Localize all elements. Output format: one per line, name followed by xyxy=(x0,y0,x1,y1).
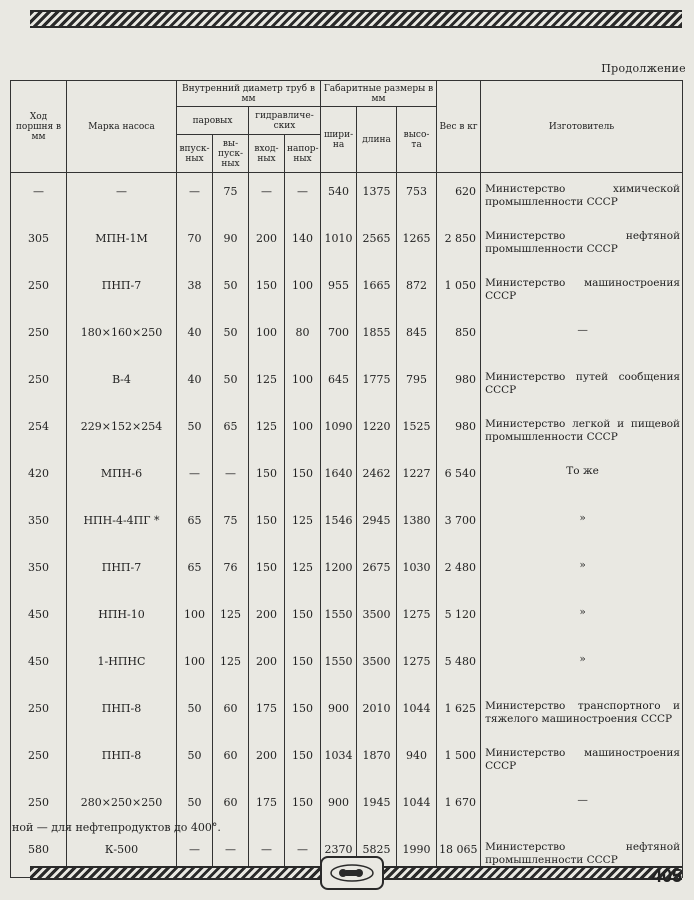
cell-weight: 5 480 xyxy=(437,643,481,690)
cell-length: 2565 xyxy=(357,220,397,267)
cell-width: 1200 xyxy=(321,549,357,596)
cell-weight: 980 xyxy=(437,361,481,408)
cell-weight: 1 050 xyxy=(437,267,481,314)
cell-steam-out: 76 xyxy=(213,549,249,596)
table-row xyxy=(11,173,683,220)
cell-brand: 229×152×254 xyxy=(67,408,177,455)
cell-steam-out: — xyxy=(213,455,249,502)
cell-stroke: 250 xyxy=(11,690,67,737)
table-row xyxy=(11,737,683,784)
cell-steam-out: 75 xyxy=(213,502,249,549)
cell-steam-in: 50 xyxy=(177,408,213,455)
cell-stroke: 350 xyxy=(11,549,67,596)
cell-hyd-in: 150 xyxy=(249,502,285,549)
cell-width: 1034 xyxy=(321,737,357,784)
cell-weight: 5 120 xyxy=(437,596,481,643)
cell-height: 1275 xyxy=(397,596,437,643)
cell-steam-in: — xyxy=(177,831,213,878)
cell-brand: МПН-6 xyxy=(67,455,177,502)
page-number: 405 xyxy=(651,866,682,886)
cell-brand: ПНП-8 xyxy=(67,690,177,737)
cell-steam-out: 65 xyxy=(213,408,249,455)
cell-steam-out: 60 xyxy=(213,737,249,784)
cell-weight: 18 065 xyxy=(437,831,481,878)
table-row xyxy=(11,690,683,737)
cell-steam-out: 75 xyxy=(213,173,249,220)
header-inner-diameter: Внутренний диаметр труб в мм xyxy=(177,81,321,107)
cell-stroke: 250 xyxy=(11,784,67,831)
cell-width: 955 xyxy=(321,267,357,314)
cell-length: 2945 xyxy=(357,502,397,549)
cell-height: 795 xyxy=(397,361,437,408)
cell-height: 940 xyxy=(397,737,437,784)
cell-length: 3500 xyxy=(357,643,397,690)
cell-brand: В-4 xyxy=(67,361,177,408)
cell-length: 1220 xyxy=(357,408,397,455)
cell-width: 1090 xyxy=(321,408,357,455)
header-length: длина xyxy=(357,107,397,173)
table-row xyxy=(11,408,683,455)
cell-stroke: — xyxy=(11,173,67,220)
cell-steam-out: 50 xyxy=(213,361,249,408)
cell-maker: — xyxy=(481,314,683,361)
cell-stroke: 250 xyxy=(11,314,67,361)
cell-width: 700 xyxy=(321,314,357,361)
cell-hyd-in: — xyxy=(249,173,285,220)
cell-steam-out: 50 xyxy=(213,267,249,314)
header-stroke: Ход поршня в мм xyxy=(11,81,67,173)
cell-hyd-in: 125 xyxy=(249,408,285,455)
cell-width: 1550 xyxy=(321,596,357,643)
cell-steam-out: — xyxy=(213,831,249,878)
cell-steam-in: 100 xyxy=(177,643,213,690)
cell-hyd-in: 125 xyxy=(249,361,285,408)
continuation-label: Продолжение xyxy=(601,62,686,75)
cell-steam-in: 50 xyxy=(177,690,213,737)
cell-steam-in: 38 xyxy=(177,267,213,314)
cell-hyd-out: 150 xyxy=(285,643,321,690)
table-row xyxy=(11,455,683,502)
cell-steam-out: 50 xyxy=(213,314,249,361)
cell-brand: ПНП-8 xyxy=(67,737,177,784)
cell-stroke: 350 xyxy=(11,502,67,549)
cell-weight: 1 500 xyxy=(437,737,481,784)
cell-length: 1665 xyxy=(357,267,397,314)
header-width: шири-на xyxy=(321,107,357,173)
cell-hyd-in: 150 xyxy=(249,455,285,502)
cell-length: 1375 xyxy=(357,173,397,220)
cell-brand: НПН-4-4ПГ * xyxy=(67,502,177,549)
cell-brand: 280×250×250 xyxy=(67,784,177,831)
cell-stroke: 250 xyxy=(11,361,67,408)
cell-hyd-out: 125 xyxy=(285,502,321,549)
header-steam-out: вы-пуск-ных xyxy=(213,135,249,173)
cell-hyd-in: — xyxy=(249,831,285,878)
cell-width: 900 xyxy=(321,784,357,831)
cell-maker: Министерство нефтяной промышленности СССР xyxy=(481,220,683,267)
cell-maker: Министерство путей сообщения СССР xyxy=(481,361,683,408)
footnote: ной — для нефтепродуктов до 400°. xyxy=(12,821,221,834)
cell-width: 1010 xyxy=(321,220,357,267)
header-steam-in: впуск-ных xyxy=(177,135,213,173)
cell-stroke: 420 xyxy=(11,455,67,502)
cell-brand: 1-НПНС xyxy=(67,643,177,690)
header-hyd-out: напор-ных xyxy=(285,135,321,173)
table-row xyxy=(11,643,683,690)
pump-table xyxy=(10,80,683,878)
cell-hyd-out: — xyxy=(285,831,321,878)
cell-weight: 620 xyxy=(437,173,481,220)
cell-hyd-in: 150 xyxy=(249,549,285,596)
table-row xyxy=(11,596,683,643)
cell-hyd-in: 200 xyxy=(249,737,285,784)
cell-hyd-out: 125 xyxy=(285,549,321,596)
cell-brand: НПН-10 xyxy=(67,596,177,643)
cell-width: 900 xyxy=(321,690,357,737)
cell-hyd-out: 100 xyxy=(285,408,321,455)
cell-steam-in: — xyxy=(177,455,213,502)
cell-hyd-out: 80 xyxy=(285,314,321,361)
cell-maker: Министерство машиностроения СССР xyxy=(481,267,683,314)
cell-steam-in: 40 xyxy=(177,361,213,408)
cell-length: 3500 xyxy=(357,596,397,643)
table-row xyxy=(11,267,683,314)
cell-steam-in: 65 xyxy=(177,502,213,549)
cell-hyd-out: 150 xyxy=(285,737,321,784)
cell-hyd-out: 150 xyxy=(285,690,321,737)
cell-hyd-in: 175 xyxy=(249,784,285,831)
cell-weight: 6 540 xyxy=(437,455,481,502)
table-row xyxy=(11,220,683,267)
cell-hyd-in: 200 xyxy=(249,220,285,267)
header-brand: Марка насоса xyxy=(67,81,177,173)
header-steam: паровых xyxy=(177,107,249,135)
cell-weight: 1 670 xyxy=(437,784,481,831)
cell-brand: К-500 xyxy=(67,831,177,878)
cell-steam-out: 125 xyxy=(213,596,249,643)
cell-hyd-out: 150 xyxy=(285,455,321,502)
header-weight: Вес в кг xyxy=(437,81,481,173)
cell-steam-in: 70 xyxy=(177,220,213,267)
cell-maker: » xyxy=(481,502,683,549)
cell-brand: ПНП-7 xyxy=(67,267,177,314)
cell-height: 753 xyxy=(397,173,437,220)
cell-steam-out: 60 xyxy=(213,784,249,831)
cell-stroke: 254 xyxy=(11,408,67,455)
cell-stroke: 450 xyxy=(11,596,67,643)
cell-maker: — xyxy=(481,784,683,831)
cell-steam-in: 50 xyxy=(177,737,213,784)
cell-height: 1030 xyxy=(397,549,437,596)
cell-stroke: 450 xyxy=(11,643,67,690)
header-height: высо-та xyxy=(397,107,437,173)
cell-maker: Министерство химической промышленности СССР xyxy=(481,173,683,220)
cell-steam-out: 60 xyxy=(213,690,249,737)
cell-width: 2370 xyxy=(321,831,357,878)
cell-hyd-out: 100 xyxy=(285,267,321,314)
cell-height: 1227 xyxy=(397,455,437,502)
cell-hyd-in: 200 xyxy=(249,596,285,643)
cell-maker: То же xyxy=(481,455,683,502)
cell-length: 2675 xyxy=(357,549,397,596)
cell-maker: » xyxy=(481,596,683,643)
cell-maker: » xyxy=(481,643,683,690)
cell-weight: 980 xyxy=(437,408,481,455)
cell-height: 1275 xyxy=(397,643,437,690)
cell-height: 1044 xyxy=(397,690,437,737)
cell-maker: Министерство транспортного и тяжелого машиностроения СССР xyxy=(481,690,683,737)
cell-maker: Министерство легкой и пищевой промышленности СССР xyxy=(481,408,683,455)
cell-hyd-out: 140 xyxy=(285,220,321,267)
cell-stroke: 305 xyxy=(11,220,67,267)
header-overall-dimensions: Габаритные размеры в мм xyxy=(321,81,437,107)
cell-steam-in: 65 xyxy=(177,549,213,596)
cell-width: 1640 xyxy=(321,455,357,502)
header-hyd-in: вход-ных xyxy=(249,135,285,173)
table-row xyxy=(11,502,683,549)
cell-maker: » xyxy=(481,549,683,596)
cell-height: 1380 xyxy=(397,502,437,549)
cell-hyd-out: 150 xyxy=(285,784,321,831)
cell-hyd-in: 150 xyxy=(249,267,285,314)
cell-stroke: 250 xyxy=(11,267,67,314)
cell-length: 1870 xyxy=(357,737,397,784)
cell-height: 872 xyxy=(397,267,437,314)
cell-length: 1945 xyxy=(357,784,397,831)
cell-steam-out: 125 xyxy=(213,643,249,690)
cell-length: 5825 xyxy=(357,831,397,878)
cell-length: 1855 xyxy=(357,314,397,361)
cell-length: 1775 xyxy=(357,361,397,408)
cell-maker: Министерство машиностроения СССР xyxy=(481,737,683,784)
cell-weight: 850 xyxy=(437,314,481,361)
table-row xyxy=(11,361,683,408)
cell-stroke: 580 xyxy=(11,831,67,878)
cell-brand: ПНП-7 xyxy=(67,549,177,596)
cell-hyd-in: 100 xyxy=(249,314,285,361)
cell-length: 2462 xyxy=(357,455,397,502)
cell-height: 845 xyxy=(397,314,437,361)
cell-brand: — xyxy=(67,173,177,220)
cell-height: 1525 xyxy=(397,408,437,455)
cell-height: 1265 xyxy=(397,220,437,267)
cell-steam-in: 50 xyxy=(177,784,213,831)
cell-steam-in: 100 xyxy=(177,596,213,643)
cell-weight: 2 480 xyxy=(437,549,481,596)
cell-weight: 1 625 xyxy=(437,690,481,737)
cell-height: 1990 xyxy=(397,831,437,878)
header-hydraulic: гидравличе-ских xyxy=(249,107,321,135)
cell-width: 645 xyxy=(321,361,357,408)
table-row xyxy=(11,314,683,361)
cell-width: 1546 xyxy=(321,502,357,549)
cell-weight: 3 700 xyxy=(437,502,481,549)
cell-hyd-out: 150 xyxy=(285,596,321,643)
cell-hyd-out: 100 xyxy=(285,361,321,408)
cell-brand: 180×160×250 xyxy=(67,314,177,361)
cell-hyd-out: — xyxy=(285,173,321,220)
cell-length: 2010 xyxy=(357,690,397,737)
cell-width: 540 xyxy=(321,173,357,220)
cell-steam-out: 90 xyxy=(213,220,249,267)
header-maker: Изготовитель xyxy=(481,81,683,173)
cell-hyd-in: 200 xyxy=(249,643,285,690)
table-body xyxy=(11,173,683,878)
cell-width: 1550 xyxy=(321,643,357,690)
table-row xyxy=(11,549,683,596)
cell-brand: МПН-1М xyxy=(67,220,177,267)
cell-steam-in: 40 xyxy=(177,314,213,361)
cell-steam-in: — xyxy=(177,173,213,220)
top-decorative-border xyxy=(30,10,682,28)
cell-height: 1044 xyxy=(397,784,437,831)
cell-hyd-in: 175 xyxy=(249,690,285,737)
cell-weight: 2 850 xyxy=(437,220,481,267)
emblem-icon xyxy=(320,856,384,890)
cell-stroke: 250 xyxy=(11,737,67,784)
cell-maker: Министерство нефтяной промышленности СССР xyxy=(481,831,683,878)
